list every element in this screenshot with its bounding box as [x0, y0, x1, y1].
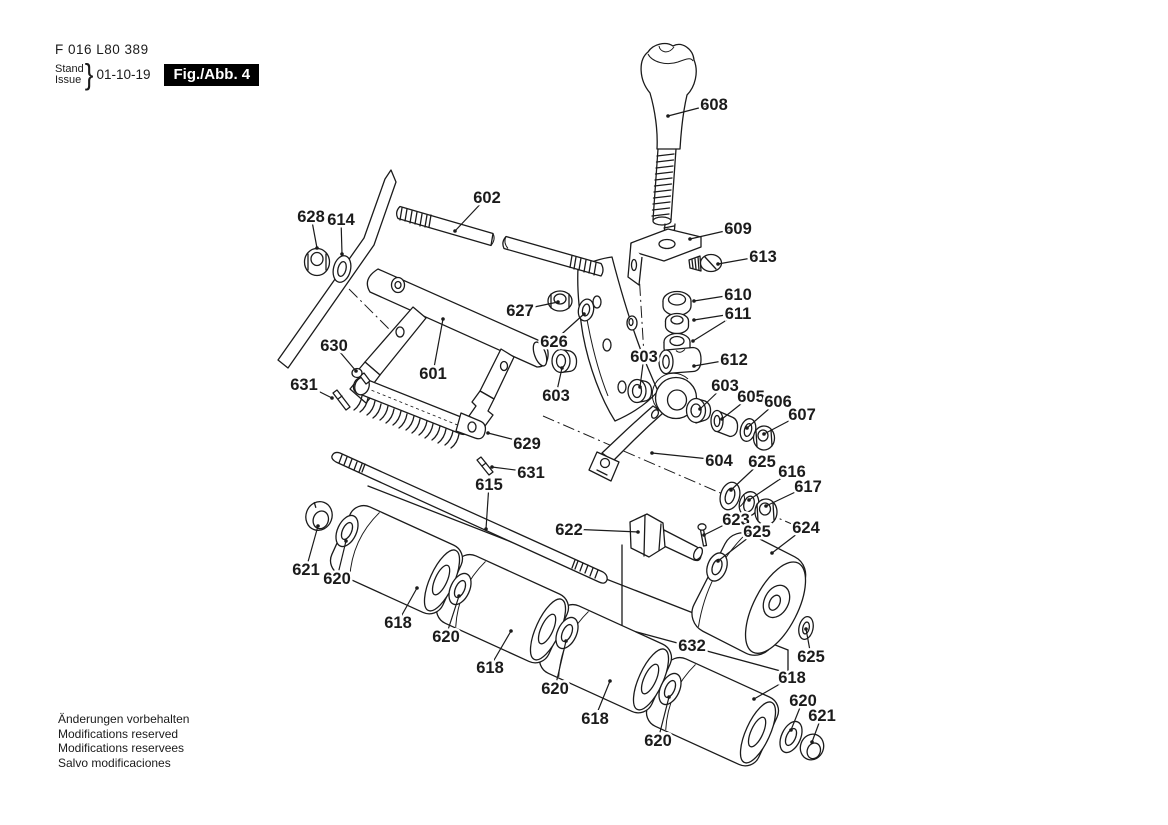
leader-dot-605-17 — [720, 417, 724, 421]
leader-dot-621-31 — [316, 524, 320, 528]
callout-624: 624 — [792, 519, 820, 537]
part-629-rake — [352, 375, 485, 448]
legal-line-de: Änderungen vorbehalten — [58, 712, 190, 726]
callout-606: 606 — [764, 393, 792, 411]
part-603-bushing-tube — [552, 350, 577, 373]
callout-608: 608 — [700, 96, 728, 114]
callout-626: 626 — [540, 333, 568, 351]
callout-629: 629 — [513, 435, 541, 453]
fork-arm-left — [365, 307, 426, 375]
leader-dot-620-34 — [457, 594, 461, 598]
part-609-bracket — [628, 224, 701, 285]
leader-dot-604-23 — [650, 451, 654, 455]
leader-dot-607-19 — [762, 432, 766, 436]
legal-line-fr: Modifications reservees — [58, 741, 185, 755]
callout-613: 613 — [749, 248, 777, 266]
callout-615: 615 — [475, 476, 503, 494]
figure-number-badge: Fig./Abb. 4 — [164, 64, 259, 86]
leader-dot-603-15 — [560, 366, 564, 370]
leader-dot-611-7 — [692, 318, 696, 322]
leader-dot-631-21 — [490, 465, 494, 469]
leader-dot-618-37 — [608, 679, 612, 683]
callout-601: 601 — [419, 365, 447, 383]
part-608-knob — [641, 44, 696, 225]
leader-dot-603-16 — [698, 407, 702, 411]
leader-dot-609-4 — [688, 237, 692, 241]
leader-dot-606-18 — [745, 426, 749, 430]
callout-602: 602 — [473, 189, 501, 207]
leader-dot-620-32 — [344, 539, 348, 543]
callout-618: 618 — [476, 659, 504, 677]
callout-618: 618 — [778, 669, 806, 687]
callout-625: 625 — [797, 648, 825, 666]
part-605-sleeve — [711, 411, 738, 437]
stand-label: Stand — [55, 62, 84, 75]
leader-dot-614-3 — [340, 252, 344, 256]
callout-620: 620 — [644, 732, 672, 750]
callout-614: 614 — [327, 211, 355, 229]
leader-dot-610-6 — [692, 299, 696, 303]
leader-dot-621-43 — [810, 740, 814, 744]
part-627-nut — [548, 291, 572, 311]
callout-628: 628 — [297, 208, 325, 226]
leader-dot-627-8 — [556, 300, 560, 304]
callout-607: 607 — [788, 406, 816, 424]
callout-605: 605 — [737, 388, 765, 406]
part-602-rod — [397, 207, 603, 277]
leader-dot-620-36 — [564, 639, 568, 643]
part-603-bushing-left — [628, 380, 652, 403]
leader-dot-603-10 — [638, 385, 642, 389]
callout-618: 618 — [581, 710, 609, 728]
leader-dot-630-12 — [354, 369, 358, 373]
callout-610: 610 — [724, 286, 752, 304]
part-610-cap-ring — [663, 292, 691, 316]
part-612-spacer — [659, 348, 701, 374]
brace-glyph: } — [84, 56, 94, 92]
callout-620: 620 — [789, 692, 817, 710]
leader-dot-616-25 — [747, 498, 751, 502]
callout-622: 622 — [555, 521, 583, 539]
callout-620: 620 — [323, 570, 351, 588]
leader-dot-618-33 — [415, 586, 419, 590]
leader-dot-601-13 — [441, 317, 445, 321]
leader-dot-629-20 — [486, 431, 490, 435]
leader-dot-617-26 — [764, 504, 768, 508]
callout-611: 611 — [724, 305, 752, 323]
callout-603: 603 — [711, 377, 739, 395]
legal-line-es: Salvo modificaciones — [58, 755, 171, 770]
callout-632: 632 — [678, 637, 706, 655]
part-622-bolt — [630, 514, 704, 561]
callout-620: 620 — [541, 680, 569, 698]
callout-625: 625 — [748, 453, 776, 471]
callout-604: 604 — [705, 452, 733, 470]
issue-label: Issue — [55, 73, 82, 86]
part-621-bushing-left — [302, 498, 336, 534]
callout-630: 630 — [320, 337, 348, 355]
document-number: F 016 L80 389 — [55, 42, 149, 57]
part-611-washer-upper — [666, 314, 689, 334]
leader-dot-618-41 — [752, 697, 756, 701]
leader-dot-620-42 — [789, 728, 793, 732]
part-631-pin-left — [333, 390, 350, 410]
leader-dot-611-7 — [691, 339, 695, 343]
callout-612: 612 — [720, 351, 748, 369]
fork-arm-right — [480, 349, 514, 399]
part-628-nut — [305, 249, 330, 276]
leader-dot-624-30 — [770, 551, 774, 555]
callout-616: 616 — [778, 463, 806, 481]
callout-621: 621 — [292, 561, 320, 579]
callout-625: 625 — [743, 523, 771, 541]
callout-631: 631 — [290, 376, 318, 394]
callout-603: 603 — [542, 387, 570, 405]
leader-dot-628-2 — [315, 246, 319, 250]
callout-609: 609 — [724, 220, 752, 238]
leader-dot-626-9 — [582, 312, 586, 316]
leader-dot-620-38 — [667, 695, 671, 699]
leader-dot-625-40 — [804, 627, 808, 631]
leader-dot-612-11 — [692, 364, 696, 368]
issue-date: 01-10-19 — [96, 67, 151, 82]
callout-627: 627 — [506, 302, 534, 320]
leader-dot-623-27 — [702, 533, 706, 537]
leader-dot-615-22 — [484, 527, 488, 531]
callout-620: 620 — [432, 628, 460, 646]
callout-618: 618 — [384, 614, 412, 632]
legal-line-en: Modifications reserved — [58, 726, 179, 741]
leader-dot-613-5 — [716, 262, 720, 266]
leader-dot-622-28 — [636, 530, 640, 534]
leader-dot-618-35 — [509, 629, 513, 633]
callout-603: 603 — [630, 348, 658, 366]
part-plug — [627, 316, 637, 330]
leader-dot-625-24 — [729, 488, 733, 492]
leader-dot-625-29 — [716, 559, 720, 563]
leader-dot-631-14 — [330, 396, 334, 400]
leader-dot-602-1 — [453, 229, 457, 233]
callout-617: 617 — [794, 478, 822, 496]
leader-dot-608-0 — [666, 114, 670, 118]
callout-621: 621 — [808, 707, 836, 725]
callout-623: 623 — [722, 511, 750, 529]
callout-631: 631 — [517, 464, 545, 482]
